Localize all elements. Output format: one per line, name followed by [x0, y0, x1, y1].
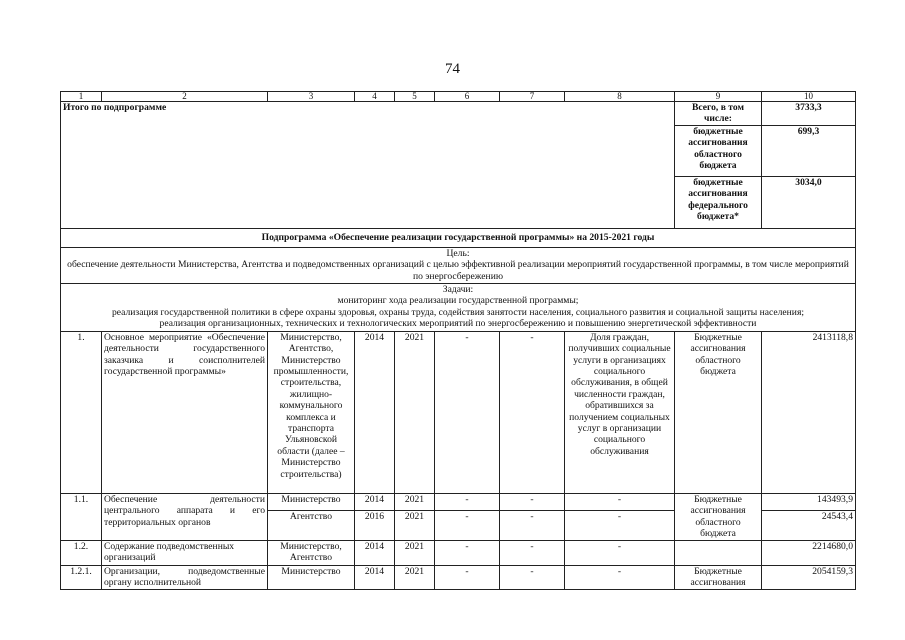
row-col6: -: [435, 493, 500, 510]
tasks-cell: [61, 283, 856, 331]
row-end-year: 2021: [395, 331, 435, 493]
goal-text: обеспечение деятельности Министерства, Агентства и подведомственных организаций с целью эффективной реализации мероприятий государственной программы, в том числе мероприятий по энергосбережению: [67, 259, 849, 282]
row-name: Основное мероприятие «Обеспечение деятельности государственного заказчика и соисполнителей государственной программы»: [102, 331, 268, 493]
col-num-6: 6: [435, 92, 500, 102]
row-col7: -: [500, 493, 565, 510]
row-start-year: 2014: [355, 493, 395, 510]
col-num-4: 4: [355, 92, 395, 102]
row-col7: -: [500, 565, 565, 589]
tasks-heading: Задачи:: [442, 283, 474, 295]
row-name: Обеспечение деятельности центрального аппарата и его территориальных органов: [102, 493, 268, 540]
table-row: [61, 540, 856, 565]
row-value: 2214680,0: [762, 540, 856, 565]
table-row: [61, 493, 856, 510]
subprogram-title-row: [61, 228, 856, 247]
row-col6: -: [435, 540, 500, 565]
total-value-federal: 3034,0: [762, 176, 856, 228]
subprogram-title: Подпрограмма «Обеспечение реализации государственной программы» на 2015-2021 годы: [61, 228, 856, 247]
total-row-all: [61, 102, 856, 126]
row-executor: Министерство, Агентство, Министерство промышленности, строительства, жилищно-коммунального комплекса и транспорта Ульяновской области (далее – Министерство строительства): [268, 331, 355, 493]
row-value: 2413118,8: [762, 331, 856, 493]
row-number: 1.: [61, 331, 102, 493]
row-col6: -: [435, 331, 500, 493]
row-col8: -: [565, 510, 675, 540]
row-value: 143493,9: [762, 493, 856, 510]
total-value-all: 3733,3: [762, 102, 856, 126]
row-executor: Министерство: [268, 565, 355, 589]
tasks-row: [61, 283, 856, 331]
goal-cell: [61, 247, 856, 283]
row-funding-source: [675, 540, 762, 565]
row-executor: Министерство: [268, 493, 355, 510]
col-num-1: 1: [61, 92, 102, 102]
goal-row: [61, 247, 856, 283]
column-number-row: [61, 92, 856, 102]
row-number: 1.2.: [61, 540, 102, 565]
col-num-3: 3: [268, 92, 355, 102]
total-label: Итого по подпрограмме: [61, 102, 675, 229]
total-value-regional: 699,3: [762, 125, 856, 176]
row-number: 1.1.: [61, 493, 102, 540]
col-num-8: 8: [565, 92, 675, 102]
row-number: 1.2.1.: [61, 565, 102, 589]
row-end-year: 2021: [395, 493, 435, 510]
row-col7: -: [500, 331, 565, 493]
row-start-year: 2014: [355, 331, 395, 493]
row-end-year: 2021: [395, 540, 435, 565]
row-end-year: 2021: [395, 565, 435, 589]
row-col7: -: [500, 540, 565, 565]
total-source-regional: бюджетные ассигнования областного бюджета: [675, 125, 762, 176]
task-line: мониторинг хода реализации государственной программы;: [337, 295, 579, 307]
total-source-all: Всего, в том числе:: [675, 102, 762, 126]
row-start-year: 2016: [355, 510, 395, 540]
row-value: 2054159,3: [762, 565, 856, 589]
row-col6: -: [435, 565, 500, 589]
row-col8: -: [565, 540, 675, 565]
row-start-year: 2014: [355, 565, 395, 589]
table-row: [61, 331, 856, 493]
row-end-year: 2021: [395, 510, 435, 540]
row-col8: -: [565, 493, 675, 510]
row-name: Организации, подведомственные органу исполнительной: [102, 565, 268, 589]
row-indicator: Доля граждан, получивших социальные услуги в организациях социального обслуживания, в общей численности граждан, обратившихся за получением социальных услуг в организации социального обслуживания: [565, 331, 675, 493]
col-num-2: 2: [102, 92, 268, 102]
page-number: 74: [445, 61, 460, 77]
task-line: реализация организационных, технических и технологических мероприятий по энергосбережению и повышению энергетической эффективности: [159, 318, 757, 330]
col-num-9: 9: [675, 92, 762, 102]
row-value: 24543,4: [762, 510, 856, 540]
row-name: Содержание подведомственных организаций: [102, 540, 268, 565]
row-col6: -: [435, 510, 500, 540]
goal-heading: Цель:: [446, 247, 470, 259]
row-funding-source: Бюджетные ассигнования: [675, 565, 762, 589]
row-executor: Министерство, Агентство: [268, 540, 355, 565]
row-col8: -: [565, 565, 675, 589]
row-executor: Агентство: [268, 510, 355, 540]
table-row: [61, 565, 856, 589]
col-num-5: 5: [395, 92, 435, 102]
row-start-year: 2014: [355, 540, 395, 565]
task-line: реализация государственной политики в сфере охраны здоровья, охраны труда, содействия занятости населения, социального развития и социальной защиты населения;: [111, 306, 805, 318]
row-funding-source: Бюджетные ассигнования областного бюджета: [675, 331, 762, 493]
row-col7: -: [500, 510, 565, 540]
col-num-10: 10: [762, 92, 856, 102]
row-funding-source: Бюджетные ассигнования областного бюджета: [675, 493, 762, 540]
budget-table: [60, 91, 856, 590]
col-num-7: 7: [500, 92, 565, 102]
total-source-federal: бюджетные ассигнования федерального бюджета*: [675, 176, 762, 228]
